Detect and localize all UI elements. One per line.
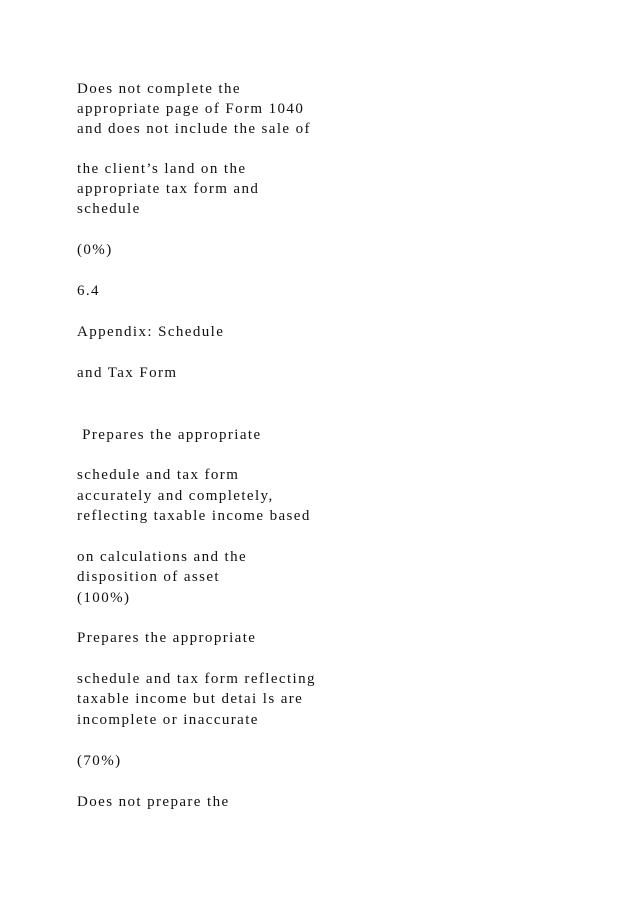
text-line: reflecting taxable income based [77, 508, 311, 524]
text-line: schedule and tax form [77, 467, 240, 483]
text-line: Prepares the appropriate [77, 427, 262, 443]
text-line: Appendix: Schedule [77, 324, 225, 340]
text-line: incomplete or inaccurate [77, 712, 259, 728]
text-line: Does not complete the [77, 81, 241, 97]
text-line: schedule [77, 201, 141, 217]
text-line: taxable income but detai ls are [77, 691, 304, 707]
text-line: on calculations and the [77, 549, 248, 565]
text-line: disposition of asset [77, 569, 220, 585]
text-line: and does not include the sale of [77, 121, 311, 137]
text-line: 6.4 [77, 283, 100, 299]
text-line: schedule and tax form reflecting [77, 671, 316, 687]
text-line: appropriate page of Form 1040 [77, 101, 305, 117]
text-line: accurately and completely, [77, 488, 274, 504]
text-line: Prepares the appropriate [77, 630, 257, 646]
text-line: (100%) [77, 590, 131, 606]
text-line: (0%) [77, 242, 113, 258]
text-line: (70%) [77, 753, 122, 769]
text-line: the client’s land on the [77, 161, 247, 177]
text-line: appropriate tax form and [77, 181, 260, 197]
text-line: Does not prepare the [77, 794, 230, 810]
text-line: and Tax Form [77, 365, 178, 381]
